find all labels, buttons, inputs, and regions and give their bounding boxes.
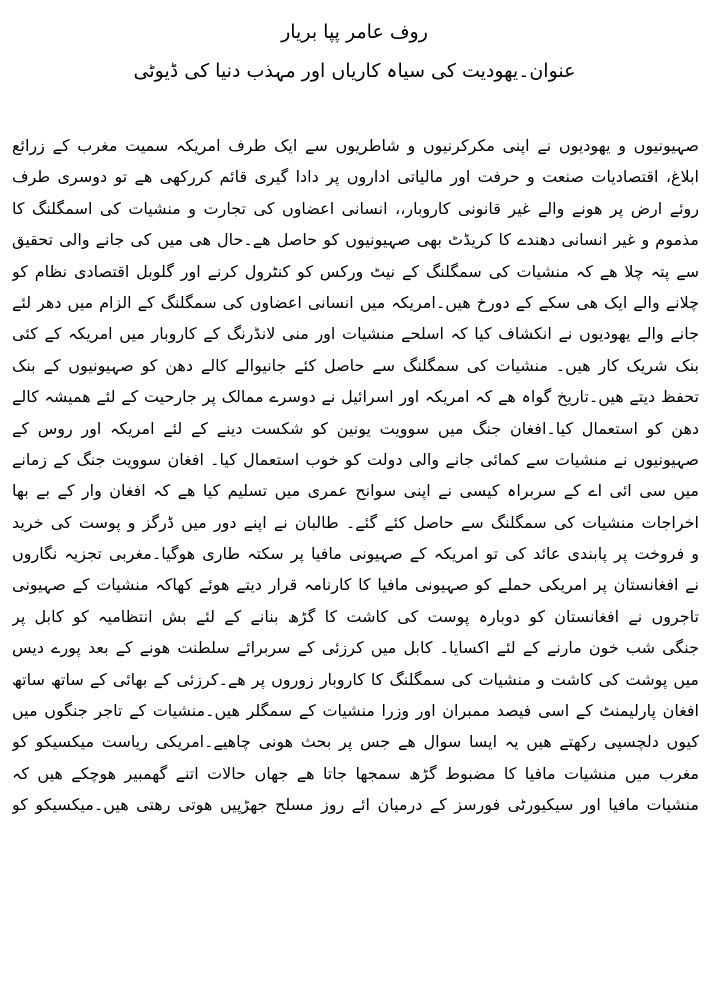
body-text-line: منشیات مافیا اور سیکیورٹی فورسز کے درمیان ائے روز مسلح جھڑپیں ھوتی رھتی ھیں۔میکسیکو کو (12, 795, 699, 815)
body-text-line: جنگی شب خون مارنے کے لئے اکسایا۔ کابل میں کرزئی کے سربرائے سلطنت ھونے کے بعد پورے دیس (12, 638, 699, 658)
body-text-line: میں سی ائی اے کے سربراہ کیسی نے اپنی سوانح عمری میں تسلیم کیا ھے کہ افغان وار کے بے بھا (12, 481, 699, 501)
body-text-line: روئے ارض پر ھونے والے غیر قانونی کاروبار،، انسانی اعضاوں کی تجارت و منشیات کی اسمگلنگ کا (12, 198, 699, 218)
body-text-line: صہیونیوں نے منشیات سے کمائی جانے والی دولت کو خوب استعمال کیا۔ افغان سوویت جنگ کے زمانے (12, 449, 699, 469)
body-text-line: سے پتہ چلا ھے کہ منشیات کی سمگلنگ کے نیٹ ورکس کو کنٹرول کرنے اور گلوبل اقتصادی نظام کو (12, 261, 699, 281)
body-text-line: و فروخت پر پابندی عائد کی تو امریکہ کے صہیونی مافیا پر سکتہ طاری ھوگیا۔مغربی تجزیہ نگاروں (12, 544, 699, 564)
body-text-line: چلانے والے ایک ھی سکے کے دورخ ھیں۔امریکہ میں انسانی اعضاوں کی سمگلنگ کے الزام میں دھر لئے (12, 292, 699, 312)
body-text-line: دھن کو استعمال کیا۔افغان جنگ میں سوویت یونین کو شکست دینے کے لئے امریکہ اور روس کے (12, 418, 699, 438)
body-text-line: جانے والے یھودیوں نے انکشاف کیا کہ اسلحے منشیات اور منی لانڈرنگ کے کاروبار میں امریکہ کے کئی (12, 324, 699, 344)
body-text-line: بنک شریک کار ھیں۔ منشیات کی سمگلنگ سے حاصل کئے جانیوالے کالے دھن کو صہیونیوں کے بنک (12, 355, 699, 375)
body-text-line: تحفظ دیتے ھیں۔تاریخ گواہ ھے کہ امریکہ اور اسرائیل نے دوسرے ممالک پر جارحیت کے لئے ھمیشہ کالے (12, 387, 699, 407)
author-byline: روف عامر پپا بریار (281, 21, 428, 43)
body-text-line: صہیونیوں و یھودیوں نے اپنی مکرکرنیوں و شاطریوں سے ایک طرف امریکہ سمیت مغرب کے زرائع (12, 136, 699, 155)
body-text-line: اخراجات منشیات کی سمگلنگ سے حاصل کئے گئے۔ طالبان نے اپنے دور میں ڈرگز و پوست کی خرید (12, 512, 699, 532)
body-text-line: کیوں دلچسپی رکھتے ھیں یہ ایسا سوال ھے جس پر بحث ھونی چاھیے۔امریکی ریاست میکسیکو کو (12, 732, 699, 752)
body-text-line: مغرب میں منشیات مافیا کا مضبوط گڑھ سمجھا جاتا ھے جھاں حالات اتنے گھمبیر ھوچکے ھیں کہ (12, 763, 699, 783)
article-title: عنوان۔یھودیت کی سیاہ کاریاں اور مہذب دنیا کی ڈیوٹی (133, 60, 576, 82)
article-body (12, 130, 699, 821)
body-text-line: تاجروں نے افغانستان کو دوبارہ پوست کی کاشت کا گڑھ بنانے کے لئے بش انتظامیہ کو کابل پر (12, 606, 699, 626)
body-text-line: مذموم و غیر انسانی دھندے کا کریڈٹ بھی صہیونیوں کو حاصل ھے۔حال ھی میں کی جانے والی تحقیق (12, 230, 699, 250)
body-text-line: میں پوشت کی کاشت و منشیات کی سمگلنگ کا کاروبار زوروں پر ھے۔کرزئی کے بھائی کے ساتھ ساتھ (12, 669, 699, 689)
body-text-line: افغان پارلیمنٹ کے اسی فیصد ممبران اور وزرا منشیات کے سمگلر ھیں۔منشیات کے تاجر جنگوں میں (12, 701, 699, 721)
body-text-line: نے افغانستان پر امریکی حملے کو صہیونی مافیا کا کارنامہ قرار دیتے ھوئے کھاکہ منشیات کے صہیونی (12, 575, 699, 595)
body-text-line: ابلاغ، اقتصادیات صنعت و حرفت اور مالیاتی اداروں پر دادا گیری قائم کررکھی ھے تو دوسری طرف (12, 167, 699, 187)
